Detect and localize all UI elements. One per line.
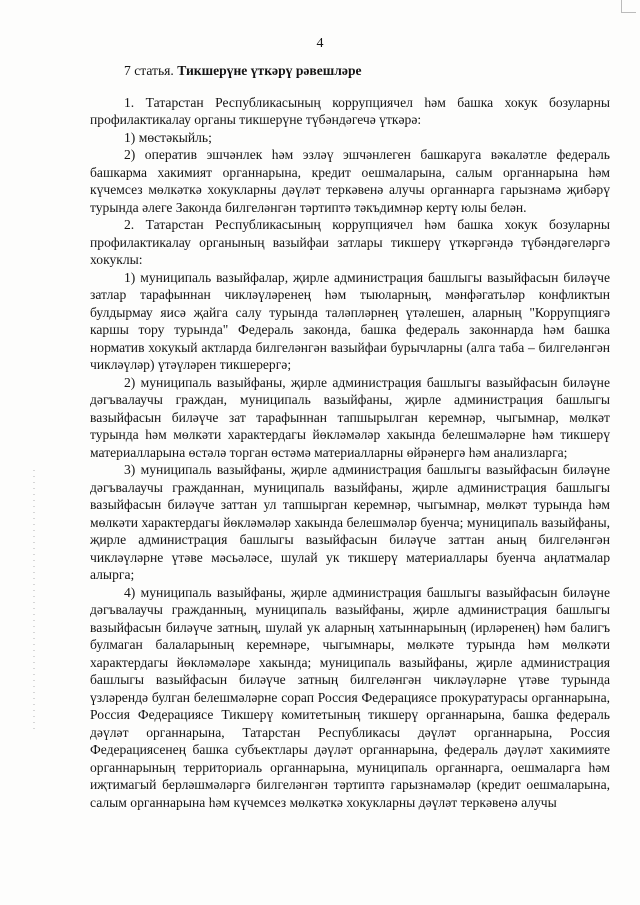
article-heading xyxy=(90,62,610,80)
article-title: Тикшерүне үткәрү рәвешләре xyxy=(177,63,362,78)
page-number: 4 xyxy=(316,36,324,51)
paragraph-1-item-2: 2) оператив эшчәнлек һәм эзләү эшчәнлеген башкаруга вәкаләтле федераль башкарма хакимият органнарына, кредит оешмаларына, салым органнарына һәм күчемсез мөлкәткә хокукларны дәүләт теркәвенә алучы органнарга гарызнамә җибәрү турында әлеге Законда билгеләнгән тәртиптә тәкъдимнәр кертү юлы белән. xyxy=(90,147,610,215)
paragraph-2-item-2: 2) муниципаль вазыйфаны, җирле администрация башлыгы вазыйфасын биләүне дәгъвалаучы граждан, муниципаль вазыйфаны, җирле администрация башлыгы вазыйфасын биләүче зат тарафыннан тапшырылган керемнәр, чыгымнар, мөлкәт турында һәм мөлкәти характердагы йөкләмәләр хакында белешмәләрне һәм тикшерү материалларына өстәлә торган өстәмә материалларны өйрәнергә һәм анализларга; xyxy=(90,374,610,460)
paragraph-2-item-3: 3) муниципаль вазыйфаны, җирле администрация башлыгы вазыйфасын биләүне дәгъвалаучы гражданнан, муниципаль вазыйфаны, җирле администрация башлыгы вазыйфасын биләүче заттан ул тапшырган керемнәр, чыгымнар, мөлкәт турында һәм мөлкәти характердагы йөкләмәләр хакында белешмәләр буенча; муниципаль вазыйфаны, җирле администрация башлыгы вазыйфасын биләүче заттан аның билгеләнгән чикләүләрне үтәве мәсьәләсе, шулай ук тикшерү материаллары буенча аңлатмалар алырга; xyxy=(90,462,610,582)
paragraph-2-item-4: 4) муниципаль вазыйфаны, җирле администрация башлыгы вазыйфасын биләүне дәгъвалаучы гражданның, муниципаль вазыйфаны, җирле администрация башлыгы вазыйфасын биләүче затның, шулай ук аларның хатыннарының (ирләренең) һәм балигъ булмаган балаларының керемнәре, чыгымнары, мөлкәте турында һәм мөлкәти характердагы йөкләмәләре хакында; муниципаль вазыйфаны, җирле администрация башлыгы вазыйфасын биләүче затның билгеләнгән чикләүләрне үтәве турында үзләрендә булган белешмәләрне сорап Россия Федерациясе прокуратурасы органнарына, Россия Федерациясе Тикшерү комитетының тикшерү органнарына, башка федераль дәүләт органнарына, Татарстан Республикасы дәүләт органнарына, Россия Федерациясенең башка субъектлары дәүләт органнарына, федераль дәүләт хакимияте органнарының территориаль органнарына, муниципаль органнарга, оешмаларга һәм иҗтимагый берләшмәләргә билгеләнгән тәртиптә гарызнамәләр (кредит оешмаларына, салым органнарына һәм күчемсез мөлкәткә хокукларны дәүләт теркәвенә алучы xyxy=(90,584,610,810)
paragraph-1: 1. Татарстан Республикасының коррупциячел һәм башка хокук бозуларны профилактикалау органы тикшерүне түбәндәгечә үткәрә: xyxy=(90,94,610,127)
scan-margin-artifact xyxy=(33,470,35,730)
article-number: 7 статья. xyxy=(124,63,174,78)
paragraph-2-item-1: 1) муниципаль вазыйфалар, җирле администрация башлыгы вазыйфасын биләүче затлар тарафыннан чикләүләренең һәм тыюларның, мәнфәгатьләр конфликтын булдырмау яисә җайга салу турында таләпләрнең үтәлешен, аларның "Коррупциягә каршы тору турында" Федераль законда, башка федераль законнарда һәм башка норматив хокукый актларда билгеләнгән вазыйфаи бурычларны (алга таба – билгеләнгән чикләүләр) үтәүләрен тикшерергә; xyxy=(90,269,610,372)
scan-corner-mark xyxy=(621,0,636,13)
paragraph-2: 2. Татарстан Республикасының коррупциячел һәм башка хокук бозуларны профилактикалау органының вазыйфаи затлары тикшерү үткәргәндә түбәндәгеләргә хокуклы: xyxy=(90,217,610,267)
paragraph-1-item-1: 1) мөстәкыйль; xyxy=(124,129,212,145)
document-body xyxy=(90,62,610,811)
